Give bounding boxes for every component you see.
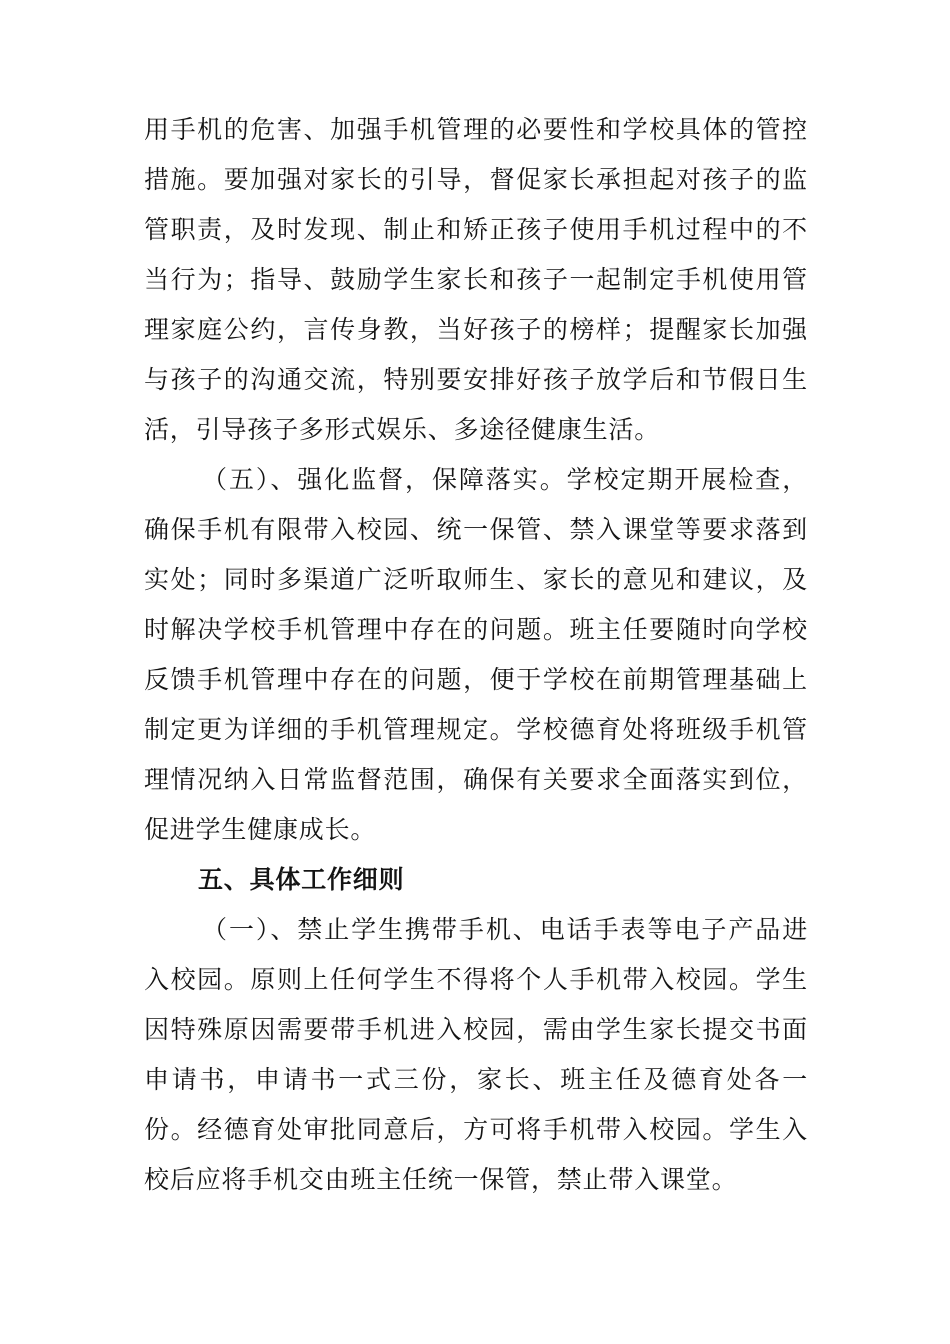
paragraph-phone-ban: （一）、禁止学生携带手机、电话手表等电子产品进入校园。原则上任何学生不得将个人手机带入校园。学生因特殊原因需要带手机进入校园，需由学生家长提交书面申请书，申请书一式三份，家长、班主任及德育处各一份。经德育处审批同意后，方可将手机带入校园。学生入校后应将手机交由班主任统一保管，禁止带入课堂。 [144, 915, 808, 1194]
paragraph-continuation: 用手机的危害、加强手机管理的必要性和学校具体的管控措施。要加强对家长的引导，督促家长承担起对孩子的监管职责，及时发现、制止和矫正孩子使用手机过程中的不当行为；指导、鼓励学生家长和孩子一起制定手机使用管理家庭公约，言传身教，当好孩子的榜样；提醒家长加强与孩子的沟通交流，特别要安排好孩子放学后和节假日生活，引导孩子多形式娱乐、多途径健康生活。 [144, 115, 808, 444]
document-body [144, 105, 808, 1205]
section-heading-work-rules: 五、具体工作细则 [198, 865, 405, 894]
paragraph-supervision: （五）、强化监督，保障落实。学校定期开展检查，确保手机有限带入校园、统一保管、禁入课堂等要求落到实处；同时多渠道广泛听取师生、家长的意见和建议，及时解决学校手机管理中存在的问题。班主任要随时向学校反馈手机管理中存在的问题，便于学校在前期管理基础上制定更为详细的手机管理规定。学校德育处将班级手机管理情况纳入日常监督范围，确保有关要求全面落实到位，促进学生健康成长。 [144, 465, 808, 844]
